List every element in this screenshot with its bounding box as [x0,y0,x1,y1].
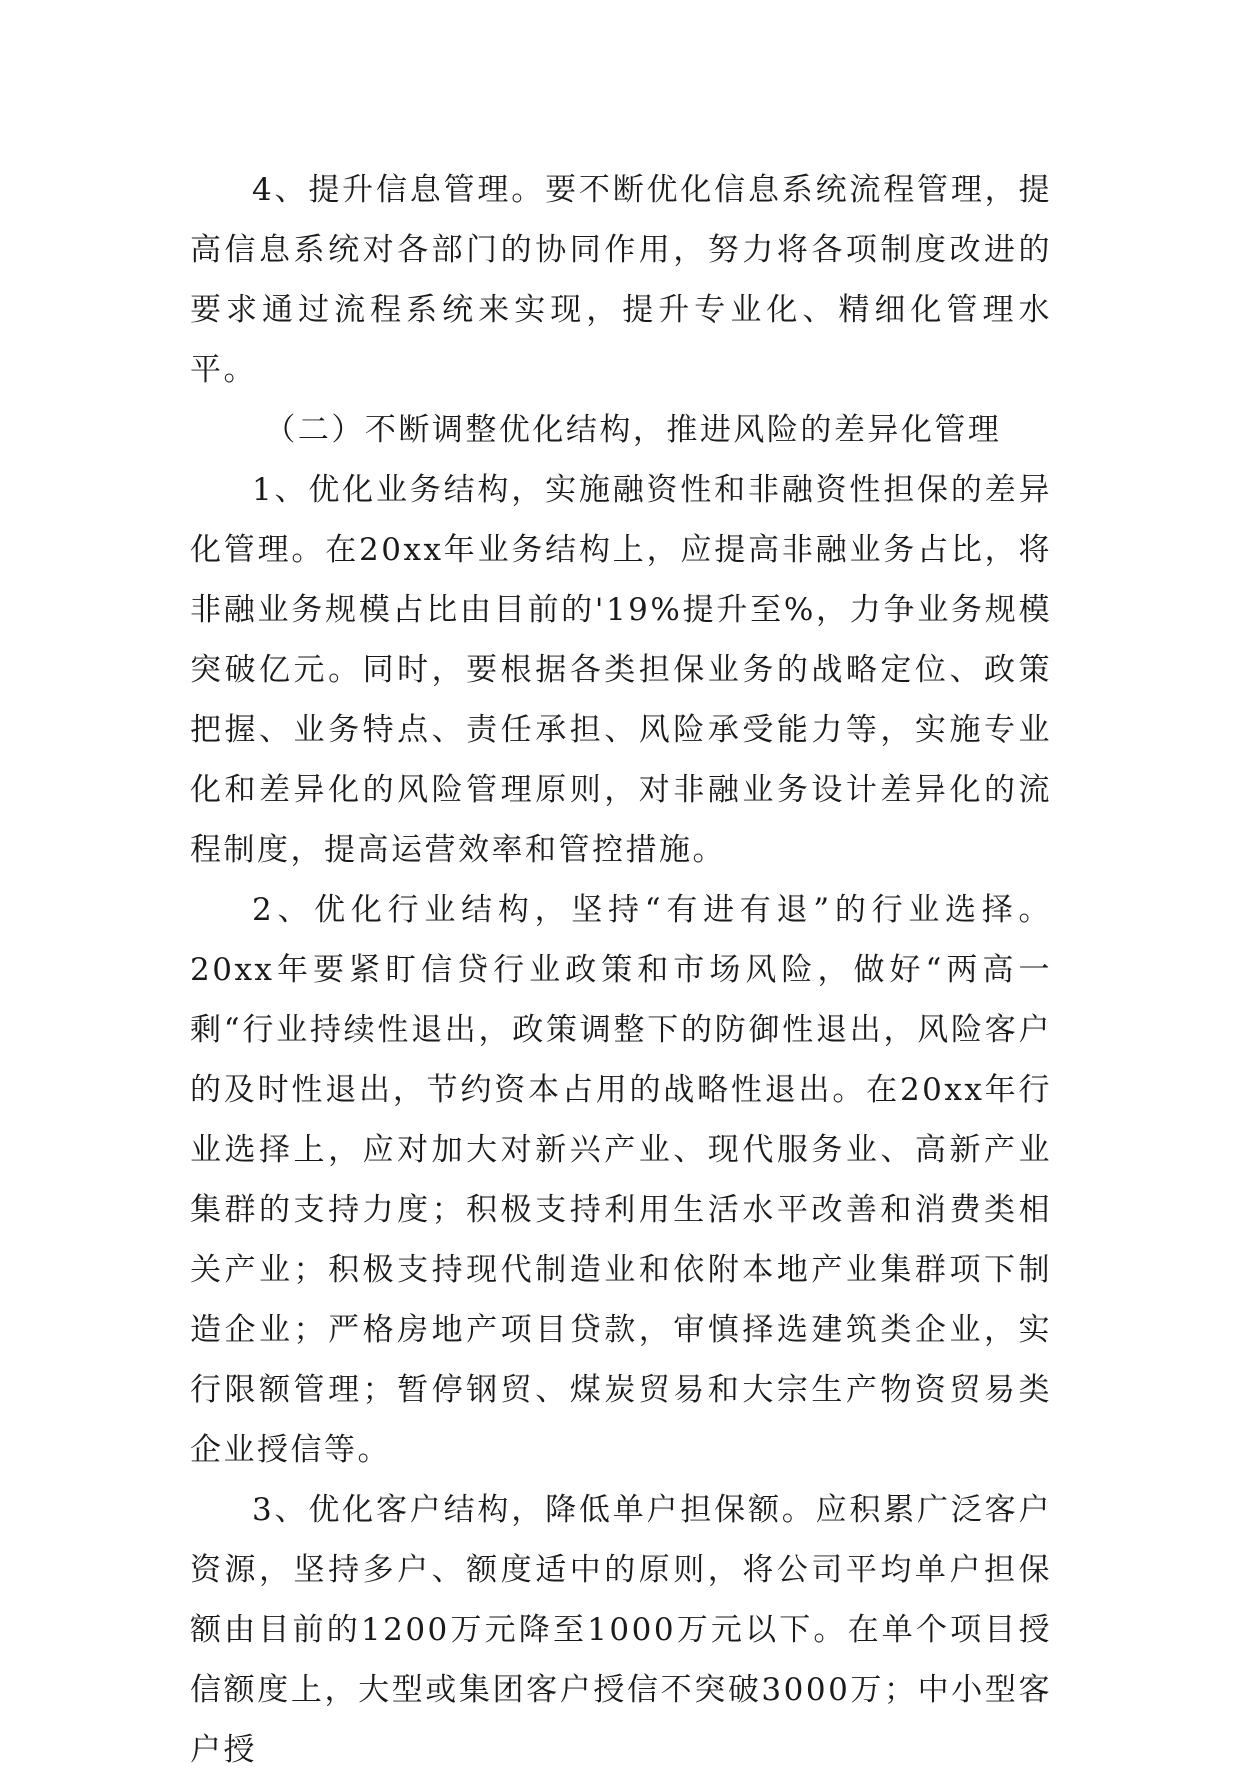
paragraph-info-management: 4、提升信息管理。要不断优化信息系统流程管理，提高信息系统对各部门的协同作用，努力将各项制度改进的要求通过流程系统来实现，提升专业化、精细化管理水平。 [190,172,1052,388]
paragraph-industry-structure: 2、优化行业结构，坚持“有进有退”的行业选择。20xx年要紧盯信贷行业政策和市场风险，做好“两高一剩“行业持续性退出，政策调整下的防御性退出，风险客户的及时性退出，节约资本占用的战略性退出。在20xx年行业选择上，应对加大对新兴产业、现代服务业、高新产业集群的支持力度；积极支持利用生活水平改善和消费类相关产业；积极支持现代制造业和依附本地产业集群项下制造企业；严格房地产项目贷款，审慎择选建筑类企业，实行限额管理；暂停钢贸、煤炭贸易和大宗生产物资贸易类企业授信等。 [190,892,1052,1468]
section-heading-structure-optimization: （二）不断调整优化结构，推进风险的差异化管理 [264,412,1002,448]
paragraph-business-structure: 1、优化业务结构，实施融资性和非融资性担保的差异化管理。在20xx年业务结构上，应提高非融业务占比，将非融业务规模占比由目前的'19%提升至%，力争业务规模突破亿元。同时，要根据各类担保业务的战略定位、政策把握、业务特点、责任承担、风险承受能力等，实施专业化和差异化的风险管理原则，对非融业务设计差异化的流程制度，提高运营效率和管控措施。 [190,472,1052,868]
document-body [190,160,1052,1780]
paragraph-customer-structure: 3、优化客户结构，降低单户担保额。应积累广泛客户资源，坚持多户、额度适中的原则，将公司平均单户担保额由目前的1200万元降至1000万元以下。在单个项目授信额度上，大型或集团客户授信不突破3000万；中小型客户授 [190,1492,1052,1768]
